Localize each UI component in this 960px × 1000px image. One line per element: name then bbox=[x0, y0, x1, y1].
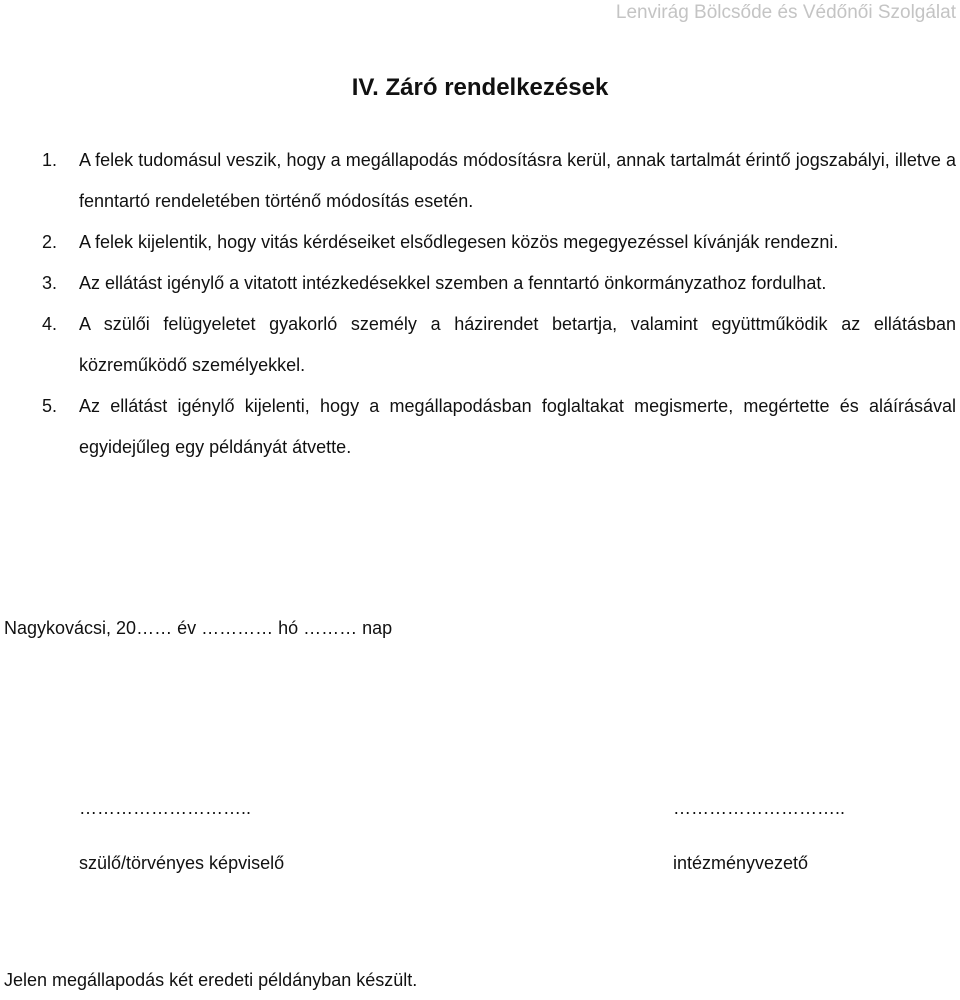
place-and-date-field: Nagykovácsi, 20…… év ………… hó ……… nap bbox=[4, 618, 393, 638]
provision-text: A felek tudomásul veszik, hogy a megállapodás módosításra kerül, annak tartalmát érintő jogszabályi, illetve a fenntartó rendeletében történő módosítás esetén. bbox=[79, 150, 956, 211]
provision-text: Az ellátást igénylő a vitatott intézkedésekkel szemben a fenntartó önkormányzathoz fordulhat. bbox=[79, 273, 827, 293]
header-organization-name: Lenvirág Bölcsőde és Védőnői Szolgálat bbox=[615, 2, 956, 23]
provision-text: A szülői felügyeletet gyakorló személy a házirendet betartja, valamint együttműködik az ellátásban közreműködő személyekkel. bbox=[79, 314, 956, 375]
provision-number: 3. bbox=[42, 273, 58, 293]
provision-number: 1. bbox=[42, 150, 58, 170]
parent-signature-line: ……………………….. bbox=[79, 798, 252, 818]
provisions-list bbox=[0, 140, 956, 468]
footer-note: Jelen megállapodás két eredeti példányban készült. bbox=[4, 970, 418, 990]
provision-text: Az ellátást igénylő kijelenti, hogy a megállapodásban foglaltakat megismerte, megértette és aláírásával egyidejűleg egy példányát átvette. bbox=[79, 396, 956, 457]
provision-item-3 bbox=[0, 263, 956, 304]
provision-item-5 bbox=[0, 386, 956, 468]
section-title: IV. Záró rendelkezések bbox=[351, 74, 609, 101]
provision-number: 4. bbox=[42, 314, 58, 334]
provision-text: A felek kijelentik, hogy vitás kérdéseiket elsődlegesen közös megegyezéssel kívánják rendezni. bbox=[79, 232, 839, 252]
provision-item-4 bbox=[0, 304, 956, 386]
provision-item-2 bbox=[0, 222, 956, 263]
director-signature-line: ……………………….. bbox=[673, 798, 846, 818]
provision-item-1 bbox=[0, 140, 956, 222]
provision-number: 5. bbox=[42, 396, 58, 416]
provision-number: 2. bbox=[42, 232, 58, 252]
director-signature-label: intézményvezető bbox=[673, 853, 809, 873]
parent-signature-label: szülő/törvényes képviselő bbox=[79, 853, 285, 873]
